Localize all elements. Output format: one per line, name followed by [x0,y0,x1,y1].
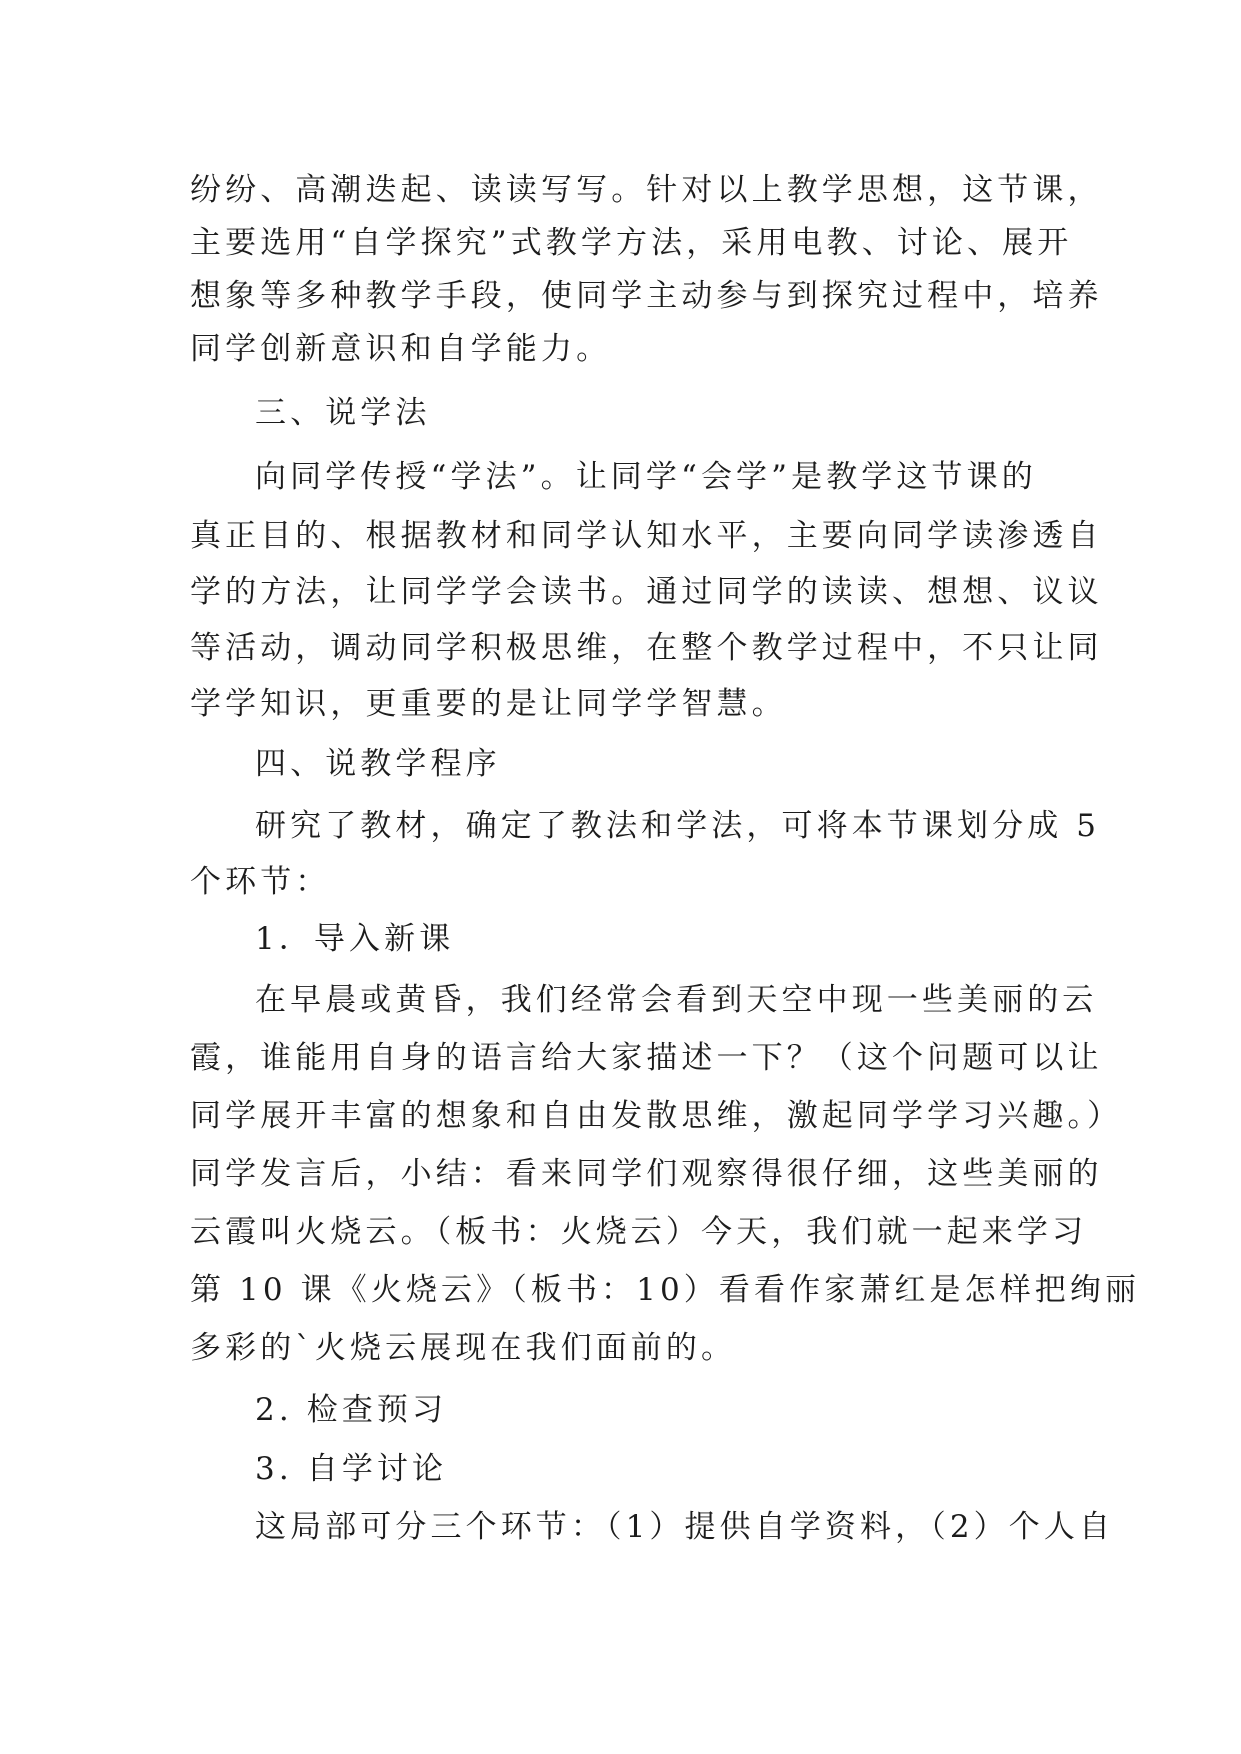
paragraph-line: 同学创新意识和自学能力。 [190,331,612,367]
paragraph-line: 学的方法，让同学学会读书。通过同学的读读、想想、议议 [190,574,1103,610]
paragraph-line: 这局部可分三个环节：（1）提供自学资料，（2）个人自 [255,1509,1115,1545]
paragraph-line: 个环节： [190,864,331,900]
subsection-heading: 3. 自学讨论 [255,1451,448,1487]
paragraph-line: 多彩的`火烧云展现在我们面前的。 [190,1330,737,1366]
paragraph-line: 想象等多种教学手段，使同学主动参与到探究过程中，培养 [190,278,1103,314]
paragraph-line: 同学展开丰富的想象和自由发散思维，激起同学学习兴趣。） [190,1098,1123,1134]
section-heading: 四、说教学程序 [255,746,501,782]
paragraph-line: 在早晨或黄昏，我们经常会看到天空中现一些美丽的云 [255,982,1098,1018]
section-heading: 三、说学法 [255,395,431,431]
paragraph-line: 主要选用“自学探究”式教学方法，采用电教、讨论、展开 [190,225,1073,261]
paragraph-line: 同学发言后，小结：看来同学们观察得很仔细，这些美丽的 [190,1156,1103,1192]
paragraph-line: 等活动，调动同学积极思维，在整个教学过程中，不只让同 [190,630,1103,666]
paragraph-line: 真正目的、根据教材和同学认知水平，主要向同学读渗透自 [190,518,1103,554]
paragraph-line: 研究了教材，确定了教法和学法，可将本节课划分成 5 [255,808,1101,844]
paragraph-line: 纷纷、高潮迭起、读读写写。针对以上教学思想，这节课， [190,172,1103,208]
paragraph-line: 向同学传授“学法”。让同学“会学”是教学这节课的 [255,459,1037,495]
paragraph-line: 学学知识，更重要的是让同学学智慧。 [190,686,787,722]
paragraph-line: 第 10 课《火烧云》（板书：10）看看作家萧红是怎样把绚丽 [190,1272,1141,1308]
subsection-heading: 1．导入新课 [255,921,455,957]
subsection-heading: 2. 检查预习 [255,1392,448,1428]
paragraph-line: 云霞叫火烧云。（板书：火烧云）今天，我们就一起来学习 [190,1214,1088,1250]
paragraph-line: 霞，谁能用自身的语言给大家描述一下？（这个问题可以让 [190,1040,1103,1076]
